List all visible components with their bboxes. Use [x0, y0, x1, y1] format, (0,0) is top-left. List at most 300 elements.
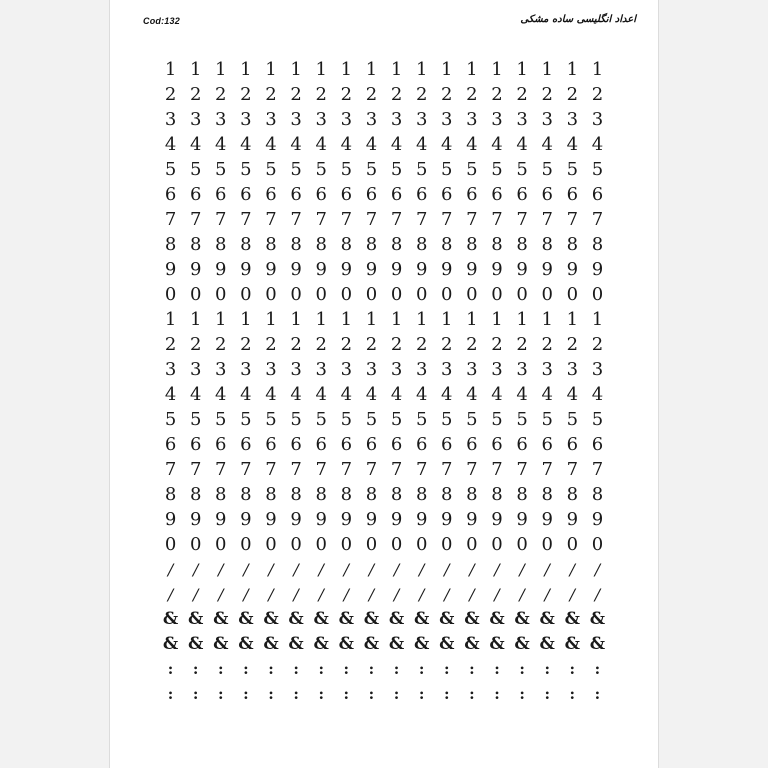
glyph: 3	[591, 359, 604, 380]
glyph: 8	[164, 234, 177, 255]
glyph: 4	[516, 384, 528, 405]
glyph: &	[263, 634, 279, 654]
glyph: 1	[290, 309, 302, 330]
glyph: :	[318, 685, 324, 703]
glyph: 2	[164, 334, 177, 355]
glyph: 4	[265, 384, 277, 405]
glyph: 3	[365, 359, 378, 380]
glyph: 1	[541, 309, 553, 330]
glyph: 6	[541, 434, 553, 455]
glyph: 9	[415, 509, 428, 530]
glyph: 0	[340, 284, 353, 305]
glyph: 6	[290, 184, 302, 205]
glyph-row	[158, 657, 610, 682]
glyph: 9	[315, 509, 327, 530]
glyph: 7	[516, 459, 528, 480]
glyph: :	[167, 660, 174, 678]
glyph: &	[539, 634, 555, 654]
glyph: 1	[566, 59, 579, 80]
glyph: 7	[340, 459, 353, 480]
glyph: 6	[365, 434, 378, 455]
glyph: 3	[290, 109, 302, 130]
glyph: 6	[365, 184, 378, 205]
glyph: 4	[240, 384, 252, 405]
glyph: 5	[541, 409, 553, 430]
glyph: :	[368, 660, 375, 678]
glyph: /	[192, 560, 199, 579]
glyph: 7	[466, 209, 478, 230]
glyph: /	[268, 560, 274, 579]
glyph: :	[343, 660, 350, 678]
glyph: 9	[466, 259, 478, 280]
glyph: 9	[491, 259, 503, 280]
glyph: 2	[591, 84, 604, 105]
glyph: 9	[215, 509, 227, 530]
glyph: 2	[265, 84, 277, 105]
glyph-row	[158, 557, 610, 582]
glyph: 0	[340, 534, 353, 555]
glyph: 3	[441, 359, 453, 380]
glyph: 5	[541, 159, 553, 180]
glyph: 0	[516, 534, 528, 555]
glyph: 6	[215, 434, 227, 455]
glyph: 8	[541, 484, 553, 505]
glyph: 0	[290, 284, 302, 305]
glyph: 7	[365, 209, 378, 230]
glyph: 3	[541, 109, 553, 130]
glyph: /	[167, 585, 174, 604]
glyph: 6	[340, 184, 353, 205]
glyph: /	[192, 585, 199, 604]
glyph: &	[363, 634, 380, 654]
glyph: 3	[390, 359, 403, 380]
glyph: 9	[340, 259, 353, 280]
glyph: 5	[441, 409, 453, 430]
glyph: 4	[390, 384, 403, 405]
glyph: 5	[591, 159, 604, 180]
glyph: 5	[265, 409, 277, 430]
glyph: 8	[265, 484, 277, 505]
glyph: 3	[390, 109, 403, 130]
glyph: 3	[315, 359, 327, 380]
glyph: 5	[290, 159, 302, 180]
glyph: 9	[390, 509, 403, 530]
glyph: 8	[491, 484, 503, 505]
glyph: 0	[164, 284, 177, 305]
glyph: 7	[164, 209, 177, 230]
glyph: 6	[340, 434, 353, 455]
glyph: 7	[466, 459, 478, 480]
glyph: /	[318, 560, 324, 579]
glyph: /	[218, 560, 224, 579]
glyph: 3	[491, 359, 503, 380]
glyph: 1	[415, 309, 428, 330]
glyph: :	[444, 660, 450, 678]
glyph: :	[594, 685, 601, 703]
glyph: 3	[491, 109, 503, 130]
glyph: 3	[415, 109, 428, 130]
glyph: 3	[566, 109, 579, 130]
glyph: 9	[466, 509, 478, 530]
glyph: 2	[441, 334, 453, 355]
glyph: &	[213, 634, 229, 654]
glyph-row	[158, 82, 610, 107]
glyph: 5	[240, 159, 252, 180]
glyph: 2	[516, 84, 528, 105]
glyph: 8	[541, 234, 553, 255]
glyph-row	[158, 357, 610, 382]
glyph: 3	[516, 109, 528, 130]
glyph: 4	[466, 134, 478, 155]
glyph: 4	[365, 384, 378, 405]
glyph: /	[368, 560, 375, 579]
glyph: &	[388, 609, 405, 629]
glyph: 0	[240, 534, 252, 555]
glyph: 7	[591, 209, 604, 230]
glyph: 4	[290, 384, 302, 405]
glyph: 8	[189, 234, 202, 255]
glyph: 7	[240, 459, 252, 480]
glyph: 2	[365, 334, 378, 355]
glyph: /	[318, 585, 324, 604]
glyph: 6	[189, 434, 202, 455]
glyph: 8	[290, 484, 302, 505]
glyph: :	[368, 685, 375, 703]
glyph: &	[464, 609, 480, 629]
glyph-row	[158, 257, 610, 282]
glyph: 7	[215, 209, 227, 230]
glyph: 8	[215, 484, 227, 505]
glyph: 0	[315, 534, 327, 555]
glyph: 2	[541, 334, 553, 355]
glyph: 9	[164, 509, 177, 530]
glyph: :	[418, 685, 425, 703]
glyph: 1	[340, 309, 353, 330]
glyph: /	[368, 585, 375, 604]
glyph: 3	[441, 109, 453, 130]
glyph: 3	[315, 109, 327, 130]
glyph: /	[494, 585, 500, 604]
glyph: 4	[189, 384, 202, 405]
glyph: 2	[365, 84, 378, 105]
glyph: 8	[491, 234, 503, 255]
glyph: 3	[340, 359, 353, 380]
glyph: 1	[365, 309, 378, 330]
glyph: 6	[466, 434, 478, 455]
glyph: 1	[491, 309, 503, 330]
glyph: :	[594, 660, 601, 678]
glyph: 3	[541, 359, 553, 380]
glyph: 6	[415, 434, 428, 455]
glyph: :	[218, 660, 224, 678]
glyph: &	[187, 634, 204, 654]
glyph: /	[393, 585, 400, 604]
glyph: 8	[365, 234, 378, 255]
glyph: 0	[265, 534, 277, 555]
glyph: &	[489, 609, 505, 629]
glyph: 0	[390, 534, 403, 555]
glyph: &	[564, 609, 580, 629]
glyph: 4	[290, 134, 302, 155]
glyph: 3	[265, 359, 277, 380]
glyph: 5	[365, 159, 378, 180]
glyph: 3	[591, 109, 604, 130]
glyph: :	[343, 685, 350, 703]
glyph: 2	[466, 84, 478, 105]
glyph: 8	[566, 234, 579, 255]
glyph: 0	[415, 534, 428, 555]
glyph: 0	[541, 534, 553, 555]
glyph: 9	[415, 259, 428, 280]
glyph: 6	[265, 184, 277, 205]
glyph: &	[514, 634, 530, 654]
glyph-row	[158, 432, 610, 457]
glyph: :	[569, 660, 576, 678]
glyph: 1	[441, 59, 453, 80]
glyph: 6	[541, 184, 553, 205]
glyph: /	[393, 560, 400, 579]
document-page	[110, 0, 658, 768]
glyph: 9	[240, 259, 252, 280]
glyph: &	[514, 609, 530, 629]
glyph: 7	[215, 459, 227, 480]
glyph: 1	[516, 309, 528, 330]
glyph: 2	[491, 334, 503, 355]
glyph: :	[243, 685, 249, 703]
glyph: :	[218, 685, 224, 703]
glyph: /	[293, 585, 299, 604]
glyph: 3	[164, 359, 177, 380]
character-grid	[158, 57, 610, 707]
glyph: 2	[265, 334, 277, 355]
glyph: 3	[265, 109, 277, 130]
glyph: /	[544, 560, 550, 579]
glyph: 6	[315, 434, 327, 455]
glyph: /	[243, 560, 249, 579]
glyph: 8	[591, 234, 604, 255]
glyph: 2	[415, 334, 428, 355]
glyph-row	[158, 482, 610, 507]
glyph: &	[213, 609, 229, 629]
glyph: 8	[290, 234, 302, 255]
glyph: 7	[365, 459, 378, 480]
glyph: 8	[189, 484, 202, 505]
glyph: 9	[240, 509, 252, 530]
glyph: :	[469, 660, 475, 678]
glyph: :	[318, 660, 324, 678]
glyph: 4	[491, 134, 503, 155]
glyph: 5	[265, 159, 277, 180]
glyph: 1	[164, 59, 177, 80]
glyph: 1	[215, 59, 227, 80]
glyph: 4	[365, 134, 378, 155]
glyph: 3	[516, 359, 528, 380]
glyph: 4	[591, 384, 604, 405]
glyph: 9	[365, 509, 378, 530]
glyph: 7	[189, 209, 202, 230]
glyph: /	[444, 560, 450, 579]
glyph: 7	[340, 209, 353, 230]
glyph: &	[313, 609, 329, 629]
glyph: :	[268, 685, 274, 703]
glyph: 1	[390, 309, 403, 330]
glyph: :	[544, 685, 550, 703]
glyph: /	[594, 560, 601, 579]
glyph: &	[263, 609, 279, 629]
sheet-title: اعداد انگلیسی ساده مشکی	[520, 14, 636, 25]
glyph: /	[418, 585, 425, 604]
glyph: 1	[541, 59, 553, 80]
glyph: :	[293, 685, 299, 703]
glyph: 1	[290, 59, 302, 80]
glyph: 4	[441, 134, 453, 155]
glyph: :	[569, 685, 576, 703]
glyph: 0	[189, 534, 202, 555]
glyph: 3	[189, 109, 202, 130]
glyph: &	[187, 609, 204, 629]
glyph: 1	[164, 309, 177, 330]
glyph: :	[268, 660, 274, 678]
glyph: 6	[466, 184, 478, 205]
glyph: 0	[215, 284, 227, 305]
glyph: 7	[290, 459, 302, 480]
glyph: 1	[265, 309, 277, 330]
glyph: :	[167, 685, 174, 703]
glyph: 8	[441, 234, 453, 255]
glyph: /	[519, 560, 525, 579]
glyph: 5	[390, 159, 403, 180]
glyph-row	[158, 607, 610, 632]
glyph-row	[158, 457, 610, 482]
glyph-row	[158, 207, 610, 232]
glyph: 5	[189, 409, 202, 430]
glyph-row	[158, 182, 610, 207]
glyph: 1	[591, 59, 604, 80]
glyph: 8	[240, 484, 252, 505]
glyph: 2	[516, 334, 528, 355]
glyph: &	[589, 609, 606, 629]
glyph: /	[167, 560, 174, 579]
glyph: 8	[415, 234, 428, 255]
glyph: 1	[466, 59, 478, 80]
glyph: 0	[591, 284, 604, 305]
glyph: :	[519, 685, 525, 703]
glyph: 2	[441, 84, 453, 105]
glyph: 0	[591, 534, 604, 555]
glyph: 4	[541, 134, 553, 155]
glyph: 6	[164, 184, 177, 205]
glyph: 8	[340, 484, 353, 505]
glyph: 9	[491, 509, 503, 530]
glyph: :	[544, 660, 550, 678]
glyph: 6	[240, 434, 252, 455]
glyph: 2	[466, 334, 478, 355]
glyph: 9	[390, 259, 403, 280]
glyph-row	[158, 532, 610, 557]
glyph: 0	[365, 284, 378, 305]
glyph: 8	[315, 484, 327, 505]
glyph-row	[158, 382, 610, 407]
glyph: /	[343, 560, 350, 579]
glyph: 0	[265, 284, 277, 305]
glyph: 4	[541, 384, 553, 405]
glyph: 0	[516, 284, 528, 305]
glyph: 7	[566, 209, 579, 230]
glyph: 9	[340, 509, 353, 530]
glyph: 0	[566, 534, 579, 555]
glyph: 0	[240, 284, 252, 305]
glyph: 5	[566, 409, 579, 430]
glyph: 7	[491, 459, 503, 480]
glyph: 2	[215, 334, 227, 355]
glyph: 3	[466, 109, 478, 130]
glyph: 5	[516, 409, 528, 430]
glyph: 9	[290, 259, 302, 280]
glyph: &	[439, 609, 455, 629]
glyph: 9	[541, 509, 553, 530]
glyph: /	[343, 585, 350, 604]
glyph: 5	[340, 159, 353, 180]
glyph: 4	[340, 384, 353, 405]
glyph: 6	[315, 184, 327, 205]
glyph: 4	[466, 384, 478, 405]
glyph: 5	[441, 159, 453, 180]
glyph: 4	[189, 134, 202, 155]
glyph: 2	[541, 84, 553, 105]
glyph: 6	[189, 184, 202, 205]
glyph: 2	[315, 84, 327, 105]
glyph: 3	[466, 359, 478, 380]
glyph: 8	[215, 234, 227, 255]
glyph-row	[158, 507, 610, 532]
glyph: 7	[390, 209, 403, 230]
glyph: 2	[290, 84, 302, 105]
glyph: 4	[315, 384, 327, 405]
glyph: 7	[415, 459, 428, 480]
glyph: 1	[415, 59, 428, 80]
glyph: 4	[415, 134, 428, 155]
glyph: 5	[189, 159, 202, 180]
glyph: 3	[215, 109, 227, 130]
glyph: 0	[466, 284, 478, 305]
glyph: 3	[415, 359, 428, 380]
glyph: 2	[340, 334, 353, 355]
glyph-row	[158, 107, 610, 132]
glyph: 8	[365, 484, 378, 505]
glyph: :	[393, 685, 400, 703]
glyph: 0	[164, 534, 177, 555]
glyph: 4	[415, 384, 428, 405]
glyph: 4	[164, 134, 177, 155]
glyph: 0	[390, 284, 403, 305]
glyph: &	[413, 609, 430, 629]
glyph: 2	[415, 84, 428, 105]
glyph: :	[293, 660, 299, 678]
glyph: 2	[240, 84, 252, 105]
glyph: 8	[164, 484, 177, 505]
glyph: 5	[466, 409, 478, 430]
glyph: &	[388, 634, 405, 654]
glyph: &	[564, 634, 580, 654]
glyph: /	[494, 560, 500, 579]
glyph: 1	[240, 309, 252, 330]
glyph: 8	[441, 484, 453, 505]
glyph: 6	[290, 434, 302, 455]
glyph: &	[489, 634, 505, 654]
glyph: 6	[215, 184, 227, 205]
glyph: 5	[164, 159, 177, 180]
glyph: :	[469, 685, 475, 703]
